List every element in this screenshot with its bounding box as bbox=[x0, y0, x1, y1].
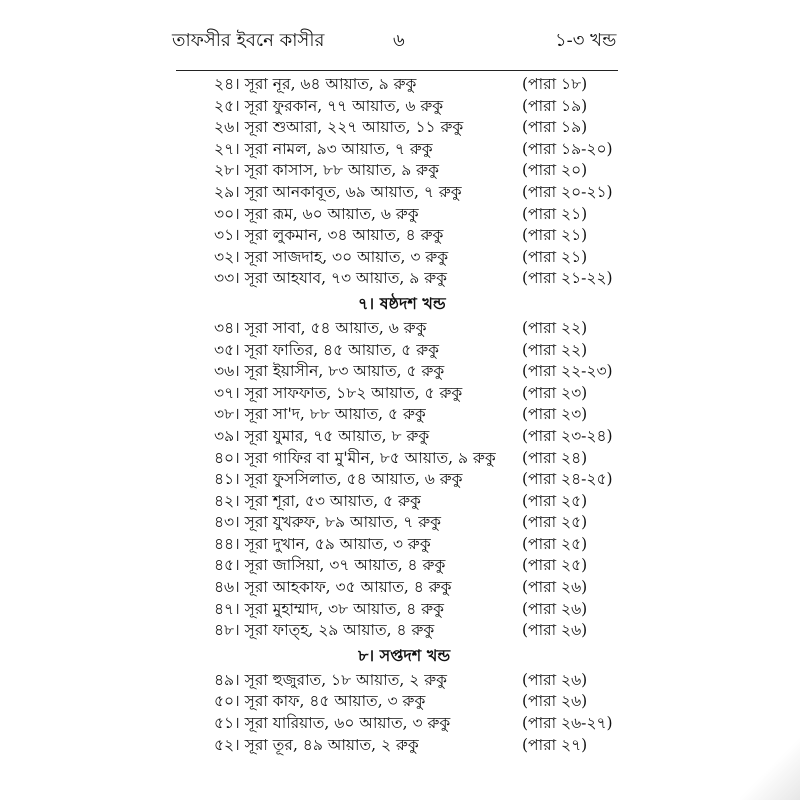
section-heading bbox=[0, 290, 800, 318]
surah-entry: ৪৫। সূরা জাসিয়া, ৩৭ আয়াত, ৪ রুকু bbox=[214, 556, 446, 575]
header-divider bbox=[176, 70, 618, 71]
surah-entry: ৪৪। সূরা দুখান, ৫৯ আয়াত, ৩ রুকু bbox=[214, 534, 431, 553]
toc-entry bbox=[0, 491, 800, 513]
surah-entry: ৪১। সূরা ফুসসিলাত, ৫৪ আয়াত, ৬ রুকু bbox=[214, 470, 463, 489]
toc-entry bbox=[0, 599, 800, 621]
surah-entry: ৪৩। সূরা যুখরুফ, ৮৯ আয়াত, ৭ রুকু bbox=[214, 513, 441, 532]
surah-entry: ৩৮। সূরা সা'দ, ৮৮ আয়াত, ৫ রুকু bbox=[214, 405, 426, 424]
toc-entry bbox=[0, 534, 800, 556]
para-reference: (পারা ২০) bbox=[522, 161, 588, 180]
surah-entry: ৩৯। সূরা যুমার, ৭৫ আয়াত, ৮ রুকু bbox=[214, 426, 430, 445]
section-heading-text: ৭। ষষ্ঠদশ খন্ড bbox=[358, 293, 446, 313]
toc-entry bbox=[0, 318, 800, 340]
para-reference: (পারা ২০-২১) bbox=[522, 182, 613, 201]
surah-entry: ৩১। সূরা লুকমান, ৩৪ আয়াত, ৪ রুকু bbox=[214, 226, 444, 245]
surah-entry: ৩৬। সূরা ইয়াসীন, ৮৩ আয়াত, ৫ রুকু bbox=[214, 362, 445, 381]
surah-entry: ৫২। সূরা তূর, ৪৯ আয়াত, ২ রুকু bbox=[214, 735, 419, 754]
para-reference: (পারা ২৩-২৪) bbox=[522, 426, 613, 445]
surah-entry: ৪৭। সূরা মুহাম্মাদ, ৩৮ আয়াত, ৪ রুকু bbox=[214, 599, 445, 618]
para-reference: (পারা ২১) bbox=[522, 247, 588, 266]
running-header bbox=[0, 26, 800, 56]
toc-entry bbox=[0, 361, 800, 383]
para-reference: (পারা ২৬) bbox=[522, 599, 588, 618]
surah-entry: ৪৬। সূরা আহকাফ, ৩৫ আয়াত, ৪ রুকু bbox=[214, 578, 452, 597]
para-reference: (পারা ২২) bbox=[522, 318, 588, 337]
toc-entry bbox=[0, 247, 800, 269]
surah-entry: ৩৪। সূরা সাবা, ৫৪ আয়াত, ৬ রুকু bbox=[214, 318, 427, 337]
surah-entry: ২৮। সূরা কাসাস, ৮৮ আয়াত, ৯ রুকু bbox=[214, 161, 439, 180]
table-of-contents bbox=[0, 74, 800, 756]
para-reference: (পারা ২৪-২৫) bbox=[522, 470, 613, 489]
surah-entry: ৪৯। সূরা হুজুরাত, ১৮ আয়াত, ২ রুকু bbox=[214, 670, 448, 689]
para-reference: (পারা ২৫) bbox=[522, 513, 588, 532]
surah-entry: ৩৫। সূরা ফাতির, ৪৫ আয়াত, ৫ রুকু bbox=[214, 340, 440, 359]
para-reference: (পারা ২৬) bbox=[522, 621, 588, 640]
toc-entry bbox=[0, 713, 800, 735]
para-reference: (পারা ২৩) bbox=[522, 383, 588, 402]
surah-entry: ৫১। সূরা যারিয়াত, ৬০ আয়াত, ৩ রুকু bbox=[214, 714, 451, 733]
surah-entry: ২৪। সূরা নূর, ৬৪ আয়াত, ৯ রুকু bbox=[214, 75, 417, 93]
surah-entry: ২৭। সূরা নামল, ৯৩ আয়াত, ৭ রুকু bbox=[214, 139, 433, 158]
toc-entry bbox=[0, 340, 800, 362]
toc-entry bbox=[0, 426, 800, 448]
surah-entry: ৩০। সূরা রূম, ৬০ আয়াত, ৬ রুকু bbox=[214, 204, 419, 223]
para-reference: (পারা ১৯-২০) bbox=[522, 139, 613, 158]
para-reference: (পারা ২৫) bbox=[522, 534, 588, 553]
toc-entry bbox=[0, 555, 800, 577]
toc-entry bbox=[0, 225, 800, 247]
toc-entry bbox=[0, 577, 800, 599]
para-reference: (পারা ২৬) bbox=[522, 670, 588, 689]
surah-entry: ২৬। সূরা শুআরা, ২২৭ আয়াত, ১১ রুকু bbox=[214, 118, 464, 137]
para-reference: (পারা ২২-২৩) bbox=[522, 362, 613, 381]
para-reference: (পারা ২৬) bbox=[522, 692, 588, 711]
toc-entry bbox=[0, 268, 800, 290]
toc-entry bbox=[0, 691, 800, 713]
para-reference: (পারা ২৪) bbox=[522, 448, 588, 467]
para-reference: (পারা ২১-২২) bbox=[522, 269, 613, 288]
para-reference: (পারা ২৬-২৭) bbox=[522, 714, 613, 733]
para-reference: (পারা ১৯) bbox=[522, 96, 588, 115]
para-reference: (পারা ১৯) bbox=[522, 118, 588, 137]
para-reference: (পারা ২৭) bbox=[522, 735, 588, 754]
surah-entry: ৩৭। সূরা সাফফাত, ১৮২ আয়াত, ৫ রুকু bbox=[214, 383, 463, 402]
para-reference: (পারা ২৫) bbox=[522, 491, 588, 510]
toc-entry bbox=[0, 670, 800, 692]
para-reference: (পারা ২৬) bbox=[522, 578, 588, 597]
toc-entry bbox=[0, 117, 800, 139]
toc-entry bbox=[0, 448, 800, 470]
toc-entry bbox=[0, 383, 800, 405]
toc-entry bbox=[0, 512, 800, 534]
book-title: তাফসীর ইবনে কাসীর bbox=[172, 30, 325, 51]
para-reference: (পারা ২১) bbox=[522, 204, 588, 223]
page-number: ৬ bbox=[393, 30, 405, 51]
surah-entry: ২৫। সূরা ফুরকান, ৭৭ আয়াত, ৬ রুকু bbox=[214, 96, 444, 115]
toc-entry bbox=[0, 74, 800, 96]
toc-entry bbox=[0, 160, 800, 182]
toc-entry bbox=[0, 620, 800, 642]
section-heading bbox=[0, 642, 800, 670]
toc-entry bbox=[0, 96, 800, 118]
section-heading-text: ৮। সপ্তদশ খন্ড bbox=[358, 645, 451, 665]
surah-entry: ৪০। সূরা গাফির বা মু'মীন, ৮৫ আয়াত, ৯ রুকু bbox=[214, 448, 496, 467]
surah-entry: ৩৩। সূরা আহযাব, ৭৩ আয়াত, ৯ রুকু bbox=[214, 269, 447, 288]
toc-entry bbox=[0, 182, 800, 204]
surah-entry: ৪২। সূরা শূরা, ৫৩ আয়াত, ৫ রুকু bbox=[214, 491, 421, 510]
volume-label: ১-৩ খন্ড bbox=[555, 30, 617, 51]
para-reference: (পারা ২১) bbox=[522, 226, 588, 245]
surah-entry: ৫০। সূরা কাফ, ৪৫ আয়াত, ৩ রুকু bbox=[214, 692, 426, 711]
toc-entry bbox=[0, 469, 800, 491]
para-reference: (পারা ২৫) bbox=[522, 556, 588, 575]
surah-entry: ২৯। সূরা আনকাবূত, ৬৯ আয়াত, ৭ রুকু bbox=[214, 182, 462, 201]
toc-entry bbox=[0, 735, 800, 757]
toc-entry bbox=[0, 139, 800, 161]
surah-entry: ৪৮। সূরা ফাত্হ, ২৯ আয়াত, ৪ রুকু bbox=[214, 621, 435, 640]
surah-entry: ৩২। সূরা সাজদাহ, ৩০ আয়াত, ৩ রুকু bbox=[214, 247, 449, 266]
para-reference: (পারা ২৩) bbox=[522, 405, 588, 424]
para-reference: (পারা ২২) bbox=[522, 340, 588, 359]
toc-entry bbox=[0, 204, 800, 226]
toc-entry bbox=[0, 404, 800, 426]
page-curl-shadow bbox=[740, 720, 800, 800]
para-reference: (পারা ১৮) bbox=[522, 75, 588, 93]
